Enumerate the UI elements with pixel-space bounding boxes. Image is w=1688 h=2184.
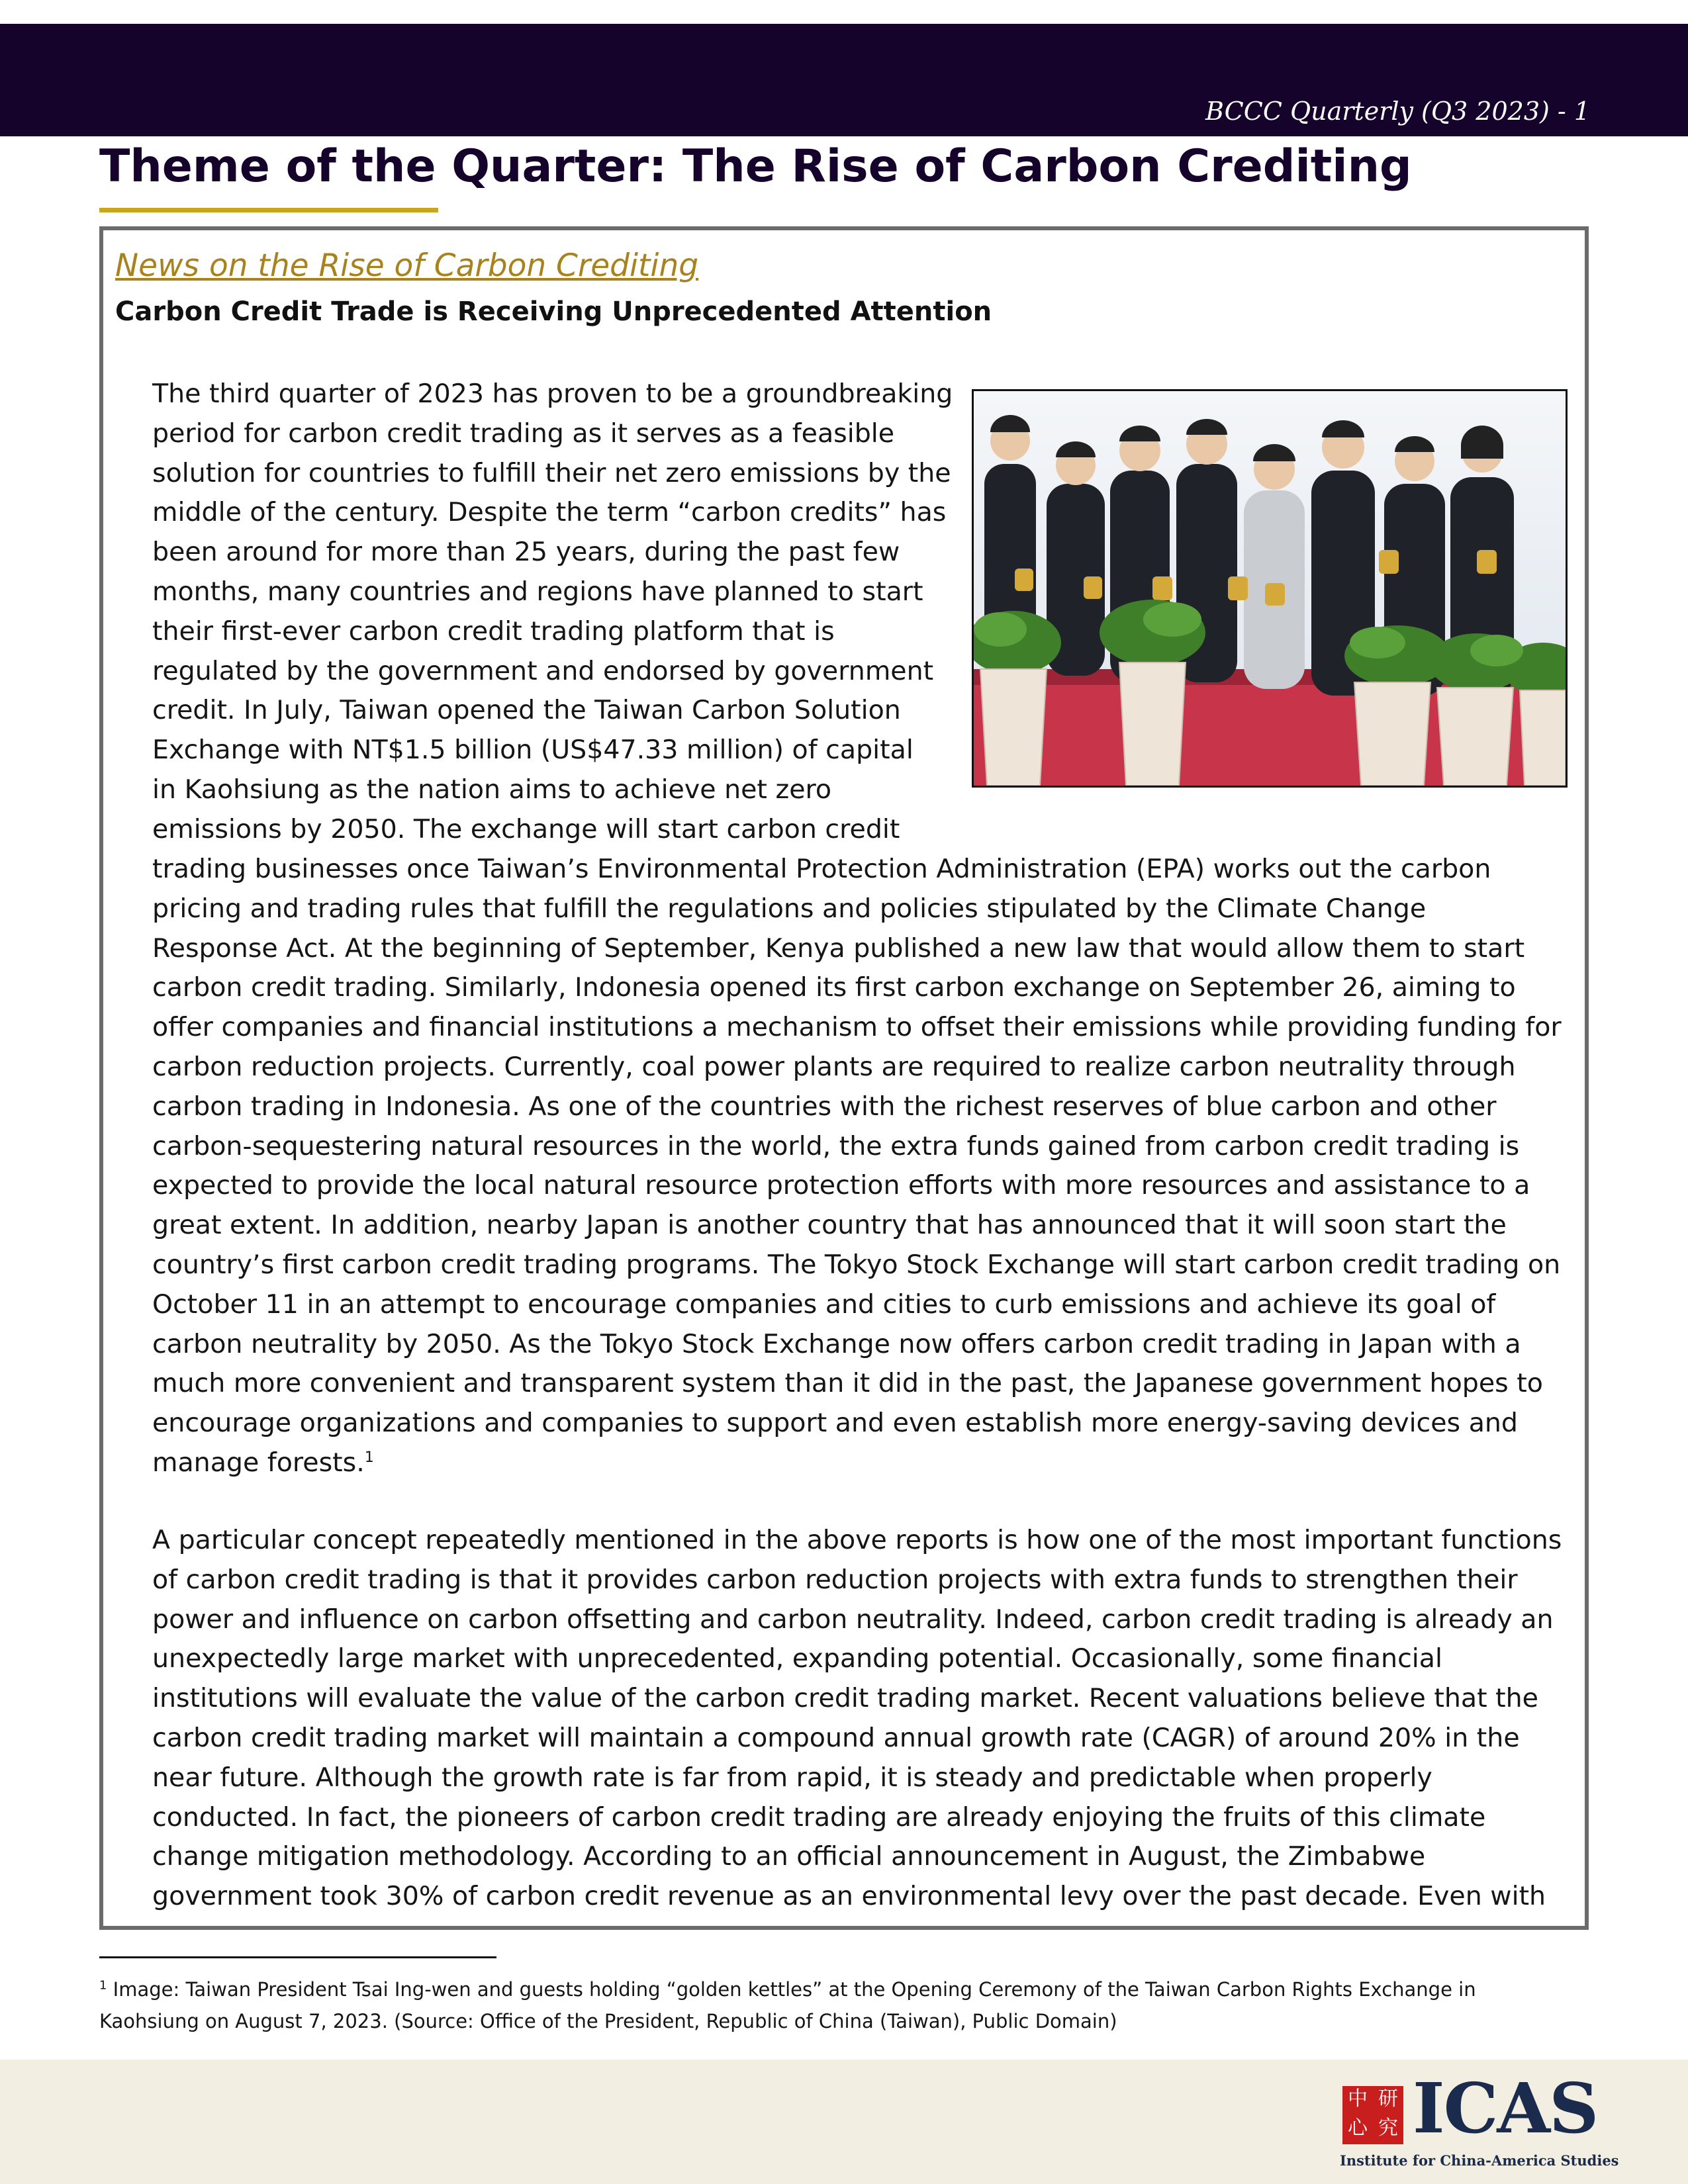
text-line: conducted. In fact, the pioneers of carbon credit trading are already enjoying the fruits of this climate [152, 1801, 1486, 1833]
seal-char: 中 [1348, 2087, 1368, 2111]
text-line: A particular concept repeatedly mentioned in the above reports is how one of the most important functions [152, 1525, 1562, 1555]
footnote-text: Image: Taiwan President Tsai Ing-wen and guests holding “golden kettles” at the Opening Ceremony of the Taiwan Carbon Rights Exchange in [113, 1978, 1476, 2001]
text-line: middle of the century. Despite the term “carbon credits” has [152, 497, 947, 528]
footnote-number: 1 [99, 1978, 107, 1993]
section-link[interactable]: News on the Rise of Carbon Crediting [115, 248, 699, 284]
seal-char: 研 [1378, 2087, 1398, 2111]
paragraph-2 [152, 1521, 1562, 1917]
text-line: The third quarter of 2023 has proven to be a groundbreaking [152, 379, 953, 409]
icas-wordmark: ICAS [1413, 2068, 1598, 2149]
text-line [152, 1443, 1562, 1483]
text-fragment: manage forests. [152, 1447, 365, 1478]
text-line: government took 30% of carbon credit revenue as an environmental levy over the past decade. Even with [152, 1881, 1546, 1912]
text-line: power and influence on carbon offsetting and carbon neutrality. Indeed, carbon credit trading is already an [152, 1604, 1554, 1635]
title-underline [99, 208, 438, 212]
footnote-line [99, 1974, 1476, 2005]
text-line: carbon trading in Indonesia. As one of the countries with the richest reserves of blue carbon and other [152, 1091, 1497, 1122]
text-line: Exchange with NT$1.5 billion (US$47.33 million) of capital [152, 735, 914, 766]
text-line: carbon reduction projects. Currently, coal power plants are required to realize carbon neutrality through [152, 1051, 1516, 1082]
icas-seal-logo [1342, 2086, 1403, 2144]
text-line: encourage organizations and companies to support and even establish more energy-saving devices and [152, 1408, 1519, 1439]
footnote [99, 1974, 1476, 2037]
text-line: near future. Although the growth rate is far from rapid, it is steady and predictable when properly [152, 1762, 1432, 1793]
text-line: carbon-sequestering natural resources in the world, the extra funds gained from carbon credit trading is [152, 1130, 1520, 1161]
text-line: credit. In July, Taiwan opened the Taiwan Carbon Solution [152, 695, 901, 726]
text-line: emissions by 2050. The exchange will start carbon credit [152, 813, 900, 844]
text-line: unexpectedly large market with unprecedented, expanding potential. Occasionally, some financial [152, 1643, 1442, 1674]
text-line: regulated by the government and endorsed by government [152, 655, 934, 686]
text-line: in Kaohsiung as the nation aims to achieve net zero [152, 774, 832, 805]
footnote-divider [99, 1956, 496, 1958]
text-line: pricing and trading rules that fulfill the regulations and policies stipulated by the Climate Change [152, 893, 1427, 924]
icas-caption: Institute for China-America Studies [1340, 2152, 1619, 2169]
ceremony-photo [972, 389, 1568, 788]
text-line: period for carbon credit trading as it serves as a feasible [152, 418, 895, 449]
text-line: country’s first carbon credit trading programs. The Tokyo Stock Exchange will start carbon credit trading on [152, 1249, 1561, 1280]
text-line: offer companies and financial institutions a mechanism to offset their emissions while providing funding for [152, 1012, 1562, 1043]
text-line: much more convenient and transparent system than it did in the past, the Japanese government hopes to [152, 1368, 1543, 1399]
text-line: great extent. In addition, nearby Japan is another country that has announced that it will soon start the [152, 1210, 1507, 1241]
text-line: solution for countries to fulfill their net zero emissions by the [152, 457, 951, 488]
seal-char: 心 [1348, 2116, 1368, 2140]
paragraph-1-wrapped [152, 375, 953, 850]
text-line: their first-ever carbon credit trading platform that is [152, 615, 835, 647]
text-line: trading businesses once Taiwan’s Environmental Protection Administration (EPA) works out the carbon [152, 854, 1491, 884]
text-line: carbon credit trading. Similarly, Indonesia opened its first carbon exchange on September 26, aiming to [152, 972, 1516, 1003]
text-line: Response Act. At the beginning of September, Kenya published a new law that would allow them to start [152, 933, 1525, 964]
text-line: change mitigation methodology. According to an official announcement in August, the Zimbabwe [152, 1841, 1426, 1872]
paragraph-1-full [152, 850, 1562, 1483]
text-line: of carbon credit trading is that it provides carbon reduction projects with extra funds to strengthen their [152, 1564, 1518, 1595]
page-title: Theme of the Quarter: The Rise of Carbon Crediting [99, 140, 1412, 193]
text-line: been around for more than 25 years, during the past few [152, 537, 900, 568]
seal-char: 究 [1378, 2116, 1398, 2140]
footnote-line: Kaohsiung on August 7, 2023. (Source: Office of the President, Republic of China (Taiwan), Public Domain) [99, 2010, 1117, 2032]
text-line: October 11 in an attempt to encourage companies and cities to curb emissions and achieve its goal of [152, 1289, 1496, 1320]
text-line: carbon credit trading market will maintain a compound annual growth rate (CAGR) of around 20% in the [152, 1722, 1520, 1753]
text-line: institutions will evaluate the value of the carbon credit trading market. Recent valuations believe that the [152, 1683, 1538, 1714]
running-head: BCCC Quarterly (Q3 2023) - 1 [1205, 97, 1590, 126]
text-line: expected to provide the local natural resource protection efforts with more resources and assistance to a [152, 1170, 1530, 1201]
footnote-reference[interactable]: 1 [364, 1449, 374, 1466]
text-line: months, many countries and regions have planned to start [152, 576, 923, 607]
section-subtitle: Carbon Credit Trade is Receiving Unprecedented Attention [115, 296, 992, 327]
text-line: carbon neutrality by 2050. As the Tokyo Stock Exchange now offers carbon credit trading in Japan with a [152, 1328, 1521, 1359]
